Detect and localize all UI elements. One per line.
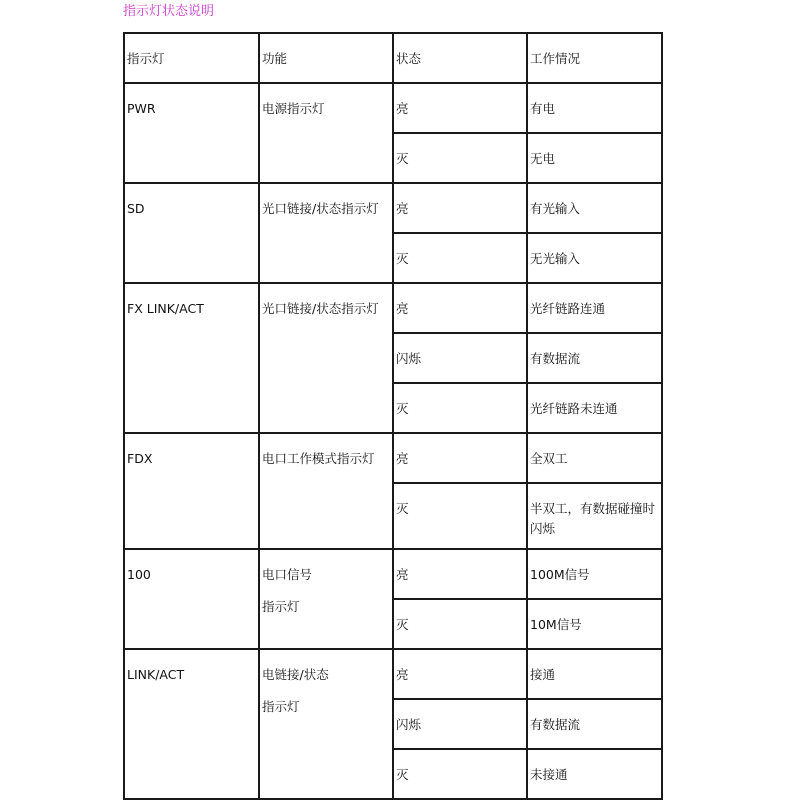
state-cell: 亮 (393, 433, 527, 483)
header-indicator: 指示灯 (124, 33, 259, 83)
function-cell: 电源指示灯 (259, 83, 393, 183)
state-cell: 亮 (393, 83, 527, 133)
function-cell (259, 549, 393, 649)
function-line: 指示灯 (262, 699, 300, 714)
state-cell: 灭 (393, 599, 527, 649)
condition-cell: 光纤链路连通 (527, 283, 662, 333)
condition-cell: 半双工，有数据碰撞时闪烁 (527, 483, 662, 549)
table-row (124, 433, 662, 483)
condition-cell: 无电 (527, 133, 662, 183)
indicator-cell: FX LINK/ACT (124, 283, 259, 433)
function-cell: 光口链接/状态指示灯 (259, 183, 393, 283)
header-function: 功能 (259, 33, 393, 83)
indicator-cell: FDX (124, 433, 259, 549)
indicator-cell: SD (124, 183, 259, 283)
state-cell: 亮 (393, 649, 527, 699)
state-cell: 灭 (393, 133, 527, 183)
indicator-cell: 100 (124, 549, 259, 649)
header-condition: 工作情况 (527, 33, 662, 83)
table-row (124, 183, 662, 233)
table-row (124, 549, 662, 599)
function-cell: 电口工作模式指示灯 (259, 433, 393, 549)
condition-cell: 无光输入 (527, 233, 662, 283)
state-cell: 闪烁 (393, 333, 527, 383)
state-cell: 灭 (393, 749, 527, 799)
state-cell: 亮 (393, 549, 527, 599)
condition-cell: 接通 (527, 649, 662, 699)
function-line: 电口信号 (262, 567, 313, 582)
function-line: 电链接/状态 (262, 667, 329, 682)
function-cell: 光口链接/状态指示灯 (259, 283, 393, 433)
condition-cell: 有光输入 (527, 183, 662, 233)
condition-cell: 未接通 (527, 749, 662, 799)
condition-cell: 100M信号 (527, 549, 662, 599)
condition-cell: 有数据流 (527, 333, 662, 383)
state-cell: 灭 (393, 233, 527, 283)
table-row (124, 649, 662, 699)
condition-cell: 全双工 (527, 433, 662, 483)
state-cell: 闪烁 (393, 699, 527, 749)
table-row (124, 83, 662, 133)
condition-cell: 有数据流 (527, 699, 662, 749)
table-row (124, 283, 662, 333)
indicator-status-table (123, 32, 663, 800)
state-cell: 灭 (393, 383, 527, 433)
indicator-cell: PWR (124, 83, 259, 183)
condition-cell: 光纤链路未连通 (527, 383, 662, 433)
indicator-cell: LINK/ACT (124, 649, 259, 799)
state-cell: 灭 (393, 483, 527, 549)
condition-cell: 10M信号 (527, 599, 662, 649)
table-header-row (124, 33, 662, 83)
document-title: 指示灯状态说明 (123, 4, 215, 19)
state-cell: 亮 (393, 283, 527, 333)
function-line: 指示灯 (262, 599, 300, 614)
condition-cell: 有电 (527, 83, 662, 133)
function-cell (259, 649, 393, 799)
header-state: 状态 (393, 33, 527, 83)
state-cell: 亮 (393, 183, 527, 233)
